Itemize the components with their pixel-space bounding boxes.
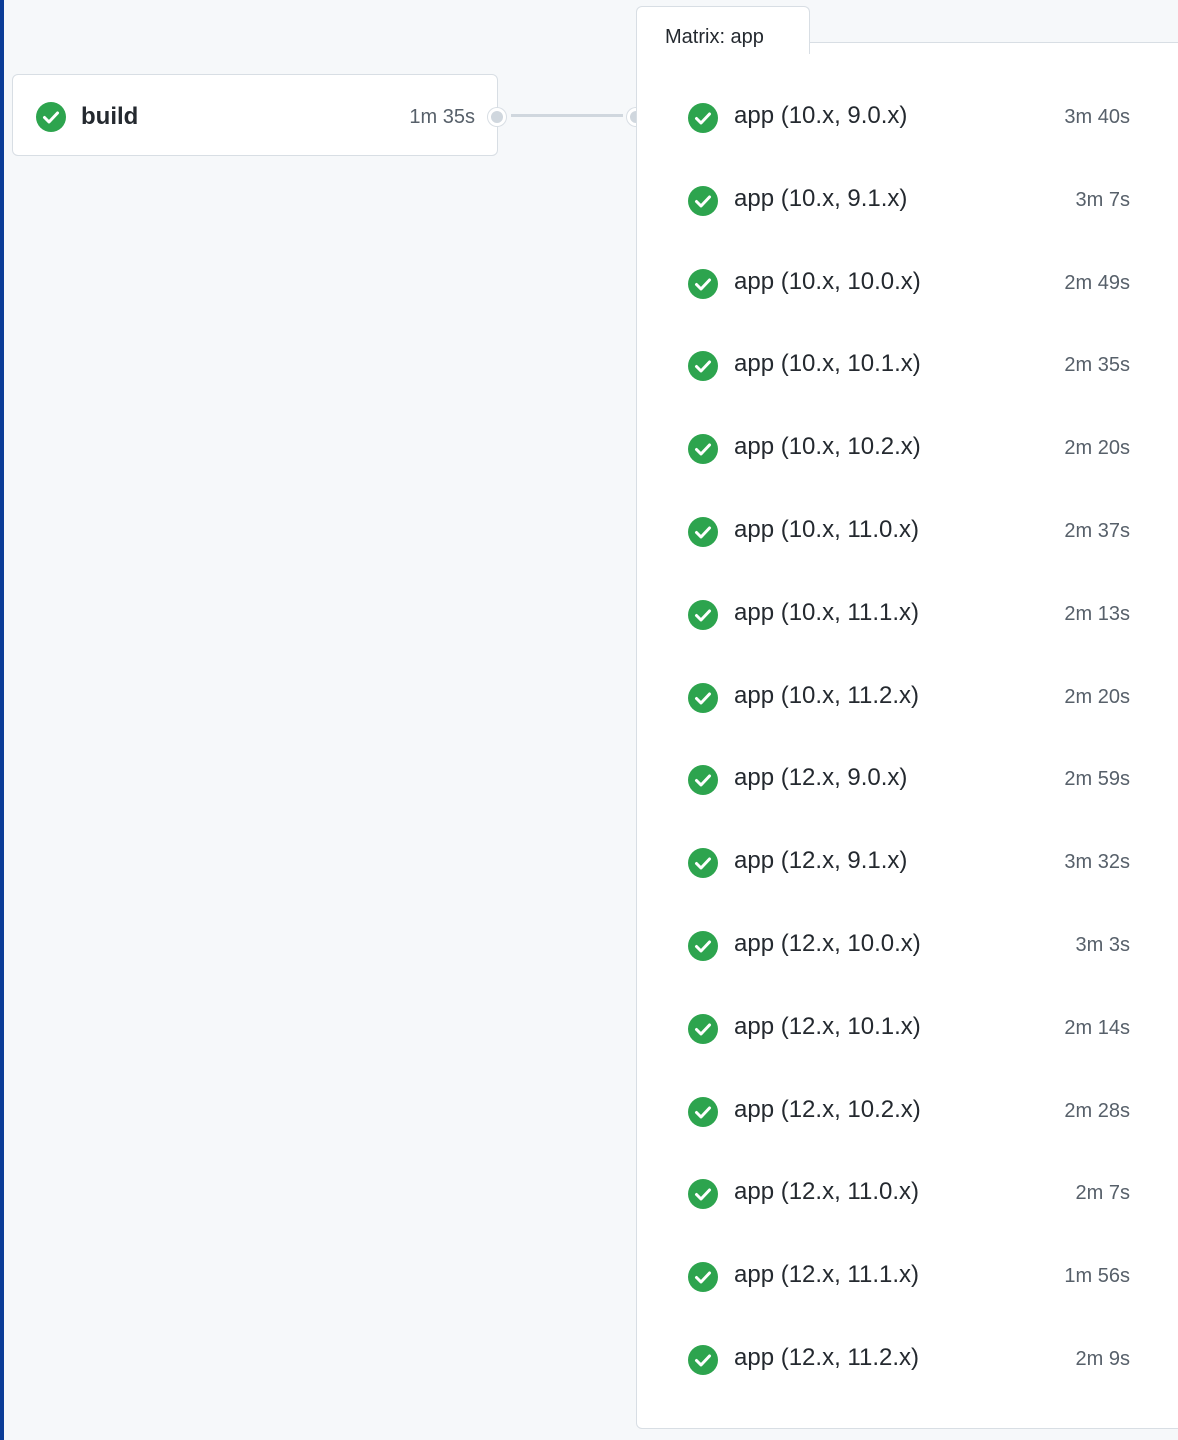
job-name: app (10.x, 9.0.x) [734,102,908,129]
job-name: app (12.x, 10.1.x) [734,1012,921,1040]
matrix-job-row[interactable] [636,573,1176,656]
matrix-job-row[interactable] [636,1318,1176,1401]
job-name: app (10.x, 10.0.x) [734,267,921,295]
job-duration: 2m 37s [1064,519,1130,542]
matrix-job-row[interactable] [636,821,1176,904]
check-circle-icon [688,848,718,878]
job-duration: 2m 20s [1064,437,1130,460]
check-circle-icon [688,1262,718,1292]
check-circle-icon [688,765,718,795]
check-circle-icon [688,103,718,133]
job-duration: 2m 9s [1075,1347,1130,1370]
job-duration: 3m 3s [1075,933,1130,956]
matrix-job-row[interactable] [636,324,1176,407]
check-circle-icon [688,931,718,961]
job-name: app (12.x, 9.1.x) [734,847,908,875]
check-circle-icon [688,1179,718,1209]
connector-dot-out [488,108,506,126]
matrix-job-row[interactable] [636,656,1176,739]
check-circle-icon [688,1097,718,1127]
matrix-group-tab [636,6,810,54]
matrix-job-row[interactable] [636,1152,1176,1235]
job-name: build [81,103,139,130]
job-name: app (10.x, 11.0.x) [734,515,919,543]
job-name: app (10.x, 9.1.x) [734,184,908,212]
job-name: app (10.x, 11.1.x) [734,598,919,626]
connector-line [511,114,623,117]
job-name: app (12.x, 11.2.x) [734,1343,919,1371]
job-duration: 1m 35s [409,106,475,128]
job-duration: 2m 49s [1064,271,1130,294]
job-duration: 2m 20s [1064,685,1130,708]
check-circle-icon [688,1014,718,1044]
job-duration: 3m 7s [1075,188,1130,211]
check-circle-icon [688,600,718,630]
job-name: app (10.x, 11.2.x) [734,681,919,709]
matrix-job-row[interactable] [636,242,1176,325]
check-circle-icon [688,269,718,299]
job-name: app (12.x, 9.0.x) [734,764,908,792]
job-name: app (10.x, 10.1.x) [734,350,921,378]
job-duration: 3m 40s [1064,106,1130,128]
matrix-job-row[interactable] [636,490,1176,573]
check-circle-icon [688,351,718,381]
matrix-job-row[interactable] [636,407,1176,490]
job-duration: 2m 35s [1064,354,1130,377]
job-duration: 1m 56s [1064,1265,1130,1288]
job-name: app (12.x, 11.0.x) [734,1178,919,1206]
job-duration: 3m 32s [1064,851,1130,874]
job-name: app (12.x, 10.0.x) [734,929,921,957]
matrix-job-row[interactable] [636,76,1176,159]
matrix-job-row[interactable] [636,1235,1176,1318]
job-card-build[interactable] [12,74,498,156]
matrix-job-row[interactable] [636,738,1176,821]
matrix-job-list [636,76,1176,1401]
job-name: app (12.x, 11.1.x) [734,1261,919,1289]
check-circle-icon [36,102,66,132]
matrix-job-row[interactable] [636,1070,1176,1153]
check-circle-icon [688,683,718,713]
check-circle-icon [688,434,718,464]
job-duration: 2m 14s [1064,1016,1130,1039]
matrix-job-row[interactable] [636,159,1176,242]
job-name: app (12.x, 10.2.x) [734,1095,921,1123]
job-duration: 2m 13s [1064,602,1130,625]
matrix-group-title: Matrix: app [665,26,764,48]
window-edge [0,0,4,1440]
check-circle-icon [688,1345,718,1375]
matrix-job-row[interactable] [636,904,1176,987]
check-circle-icon [688,186,718,216]
job-duration: 2m 7s [1075,1182,1130,1205]
check-circle-icon [688,517,718,547]
job-duration: 2m 59s [1064,768,1130,791]
job-duration: 2m 28s [1064,1099,1130,1122]
job-name: app (10.x, 10.2.x) [734,433,921,461]
matrix-job-row[interactable] [636,987,1176,1070]
